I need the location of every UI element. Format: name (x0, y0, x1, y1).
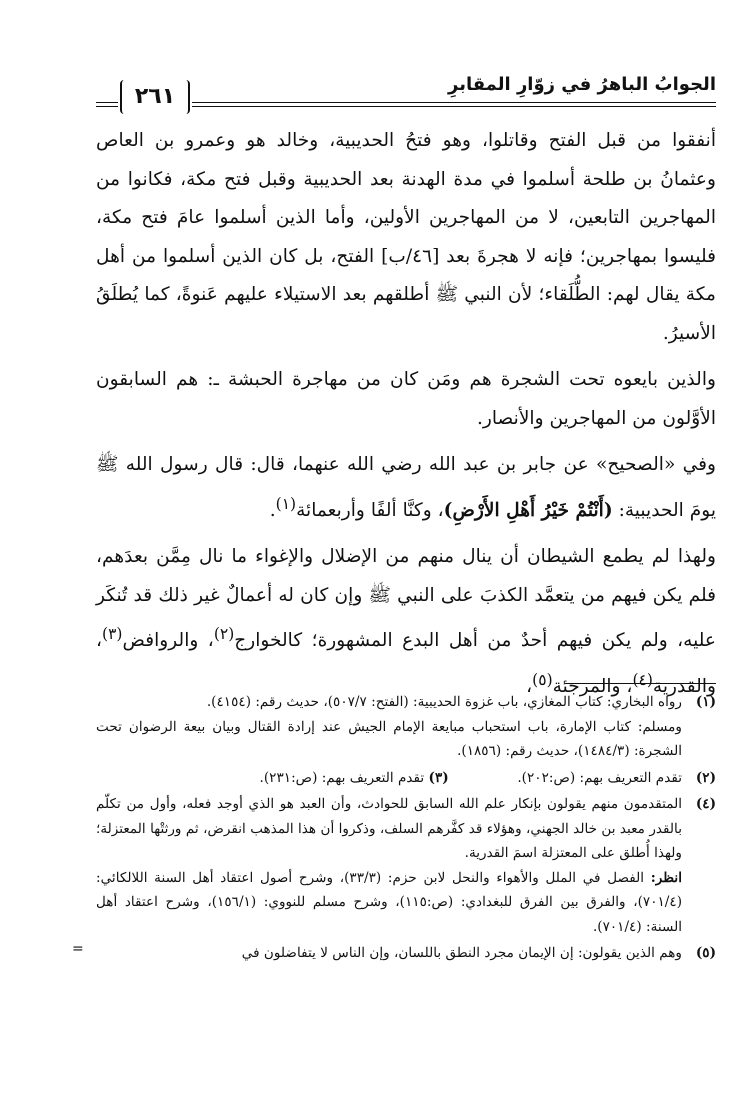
footnote-text: الفصل في الملل والأهواء والنحل لابن حزم: (٣٣/٣)، وشرح أصول اعتقاد أهل السنة اللالكائي: (٧٠١/٤)، والفرق بين الفرق للبغدادي: (ص:١١٥)، وشرح مسلم للنووي: (١٥٦/١)، وشرح اعتقاد أهل السنة: (٧٠١/٤). (96, 869, 683, 935)
footnote-ref-1: (١) (275, 494, 297, 513)
footnote-ref-5: (٥) (532, 670, 553, 689)
footnote-ref-3: (٣) (102, 625, 123, 644)
footnote-text: تقدم التعريف بهم: (ص:٢٣١). (259, 769, 425, 786)
footnote-1 (96, 690, 716, 764)
footnote-text: المتقدمون منهم يقولون بإنكار علم الله السابق للحوادث، وأن العبد هو الذي أوجد فعله، وأول من تكلّم بالقدر معبد بن خالد الجهني، وهؤلاء قد كفَّرهم السلف، وذكروا أن هذا المذهب انقرض، ثم ورثتْها المعتزلة؛ ولهذا أُطلق على المعتزلة اسمَ القدرية. (96, 796, 682, 861)
footnote-ref-2: (٢) (213, 625, 235, 644)
footnote-number: (٤) (695, 796, 716, 812)
footnote-text: ومسلم: كتاب الإمارة، باب استحباب مبايعة الإمام الجيش عند إرادة القتال وبيان بيعة الرضوان تحت الشجرة: (١٤٨٤/٣)، حديث رقم: (١٨٥٦). (96, 718, 682, 759)
paragraph-1: أنفقوا من قبل الفتح وقاتلوا، وهو فتحُ الحديبية، وخالد هو وعمرو بن العاص وعثمانُ بن طلحة أسلموا في مدة الهدنة بعد الحديبية وقبل فتح مكة، فكانوا من المهاجرين التابعين، لا من المهاجرين الأولين، وأما الذين أسلموا عامَ فتح مكة، فليسوا بمهاجرين؛ فإنه لا هجرةَ بعد [٤٦/ب] الفتح، بل كان الذين أسلموا من أهل مكة يقال لهم: الطُّلَقاء؛ لأن النبي ﷺ أطلقهم بعد الاستيلاء عليهم عَنوةً، كما يُطلَقُ الأسيرُ. (96, 130, 717, 344)
p3-text-b: ، وكنَّا ألفًا وأربعمائة (296, 499, 444, 521)
footnote-text: رواه البخاري: كتاب المغازي، باب غزوة الحديبية: (الفتح: ٥٠٧/٧)، حديث رقم: (٤١٥٤). (206, 694, 682, 710)
header-rule (192, 102, 716, 107)
continuation-mark: = (72, 941, 84, 957)
paragraph-4 (96, 538, 716, 706)
footnote-references (96, 866, 682, 940)
footnote-5 (72, 941, 716, 966)
footnote-number: (٣) (428, 769, 449, 786)
footnote-separator (566, 683, 716, 684)
page-number: ٢٦١ (120, 80, 190, 114)
paragraph-2: والذين بايعوه تحت الشجرة هم ومَن كان من مهاجرة الحبشة ـ: هم السابقون الأوَّلون من المهاجرين والأنصار. (96, 369, 716, 429)
main-text (96, 122, 716, 707)
hadith-quote: (أَنْتُمْ خَيْرُ أَهْلِ الأَرْضِ) (443, 499, 613, 521)
p3-end: . (269, 499, 276, 521)
footnote-number: (٢) (695, 769, 716, 786)
p4-text: ولهذا لم يطمع الشيطان أن ينال منهم من الإضلال والإغواء ما نال مِمَّن بعدَهم، فلم يكن فيهم من يتعمَّد الكذبَ على النبي ﷺ وإن كان له أعمالٌ غير ذلك قد تُنكَر عليه، ولم يكن فيهم أحدٌ من أهل البدع المشهورة؛ كالخوارج (96, 546, 716, 652)
p4-qadariyya: ، والقدرية (96, 630, 716, 698)
p4-end: ، (526, 676, 533, 698)
p3-text-a: وفي «الصحيح» عن جابر بن عبد الله رضي الله عنهما، قال: قال رسول الله ﷺ يومَ الحديبية: (96, 454, 716, 521)
running-title: الجوابُ الباهرُ في زوّارِ المقابرِ (448, 74, 716, 95)
footnotes (72, 690, 716, 968)
footnote-4 (96, 792, 716, 939)
p4-murjia: ، والمرجئة (552, 676, 633, 698)
footnote-text: تقدم التعريف بهم: (ص:٢٠٢). (517, 769, 682, 786)
footnote-text: وهم الذين يقولون: إن الإيمان مجرد النطق باللسان، وإن الناس لا يتفاضلون في (241, 945, 682, 961)
see-label: انظر: (650, 869, 682, 886)
footnote-number: (١) (695, 694, 716, 710)
paragraph-3 (96, 446, 716, 530)
footnote-ref-4: (٤) (632, 670, 653, 689)
footnote-2-3 (96, 766, 716, 791)
header-rule-left (96, 102, 118, 107)
p4-rawafid: ، والروافض (122, 630, 214, 652)
page-header (96, 74, 716, 114)
footnote-number: (٥) (695, 945, 716, 961)
